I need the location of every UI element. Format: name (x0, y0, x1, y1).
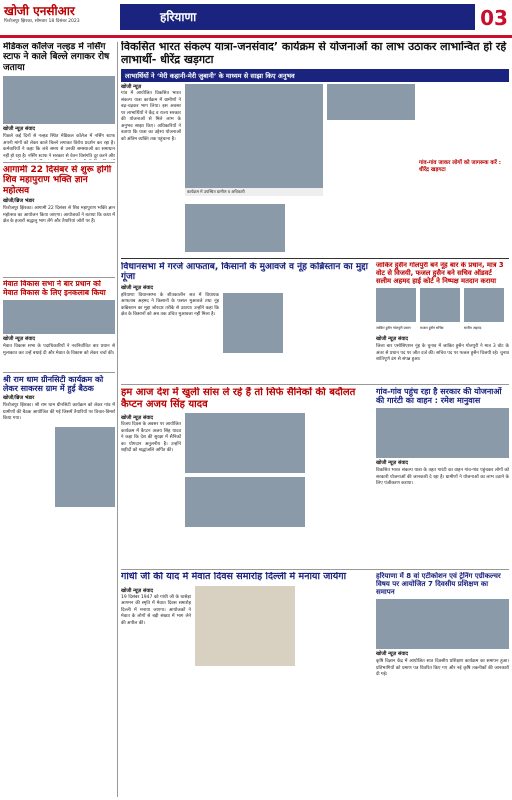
byline: खोजी/ब्रिज भंडार (3, 198, 35, 205)
byline: खोजी न्यूज़ संवाद (121, 587, 154, 594)
photo (3, 76, 115, 124)
headline: हरियाणा में 8 वां एटीकोशन एवं ट्रेनिंग एग्रीकल्चर विषय पर आयोजित 7 दिवसीय प्रशिक्षण का समापन (376, 572, 501, 597)
article-gyan (3, 165, 115, 275)
byline: खोजी न्यूज़ संवाद (121, 284, 154, 291)
section-title: हरियाणा (160, 10, 197, 24)
headline: गांधी जी की याद में मेवात दिवस समारोह दिल्ली में मनाया जायेगा (121, 572, 347, 582)
photo-small (185, 204, 285, 252)
byline: खोजी न्यूज़ संवाद (376, 460, 409, 467)
body-text: कृषि विज्ञान केंद्र में आयोजित सात दिवसीय प्रशिक्षण कार्यक्रम का समापन हुआ। प्रतिभागियों को प्रमाण पत्र वितरित किए गए और नई कृषि तकनीकों की जानकारी दी गई। (376, 659, 509, 678)
divider (121, 384, 509, 385)
body-text: फिरोजपुर झिरका। आगामी 22 दिसंबर से शिव महापुराण भक्ति ज्ञान महोत्सव का आयोजन किया जाएगा। आयोजकों ने बताया कि कथा में क्षेत्र के हजारों श्रद्धालु भाग लेंगे और तैयारियां जोरों पर हैं। (3, 206, 115, 225)
headline: विकसित भारत संकल्प यात्रा-जनसंवाद’ कार्यक्रम से योजनाओं का लाभ उठाकर लाभान्वित हो रहे लाभार्थी- धीरेंद्र खड़गटा (121, 41, 507, 66)
photo-main (185, 84, 323, 188)
date-line: फिरोजपुर झिरका, सोमवार 18 दिसंबर 2023 (4, 19, 80, 24)
photo-small (327, 84, 415, 120)
byline: खोजी न्यूज़ संवाद (3, 126, 36, 133)
article-vidhansabha (121, 262, 373, 382)
masthead (0, 0, 512, 38)
divider (3, 372, 115, 373)
article-gandhi (121, 572, 373, 796)
photo (464, 288, 504, 322)
subhead: लाभार्थियों ने ‘मेरी कहानी-मेरी जुबानी’ के माध्यम से साझा किए अनुभव (121, 69, 509, 82)
photo (3, 300, 115, 334)
photo-secondary (185, 477, 305, 527)
page-number: 03 (478, 2, 510, 34)
body-text: फिरोजपुर झिरका। श्री राम धाम ग्रीनसिटी कार्यक्रम को लेकर गांव में ग्रामीणों की बैठक आयोजित की गई जिसमें तैयारियों पर विचार-विमर्श किया गया। (3, 403, 115, 422)
body-text: पिछले कई दिनों से नल्हड स्थित मेडिकल कॉलेज में नर्सिंग स्टाफ अपनी मांगों को लेकर काले बिल्ले लगाकर विरोध प्रदर्शन कर रहा है। कर्मचारियों ने कहा कि लंबे समय से उनकी समस्याओं का समाधान नहीं हो रहा है। नर्सिंग स्टाफ ने सरकार से वेतन विसंगति दूर करने और (3, 134, 115, 159)
body-text: 19 दिसंबर 1947 को गांधी जी के घासेड़ा आगमन की स्मृति में मेवात दिवस समारोह दिल्ली में मनाया जाएगा। आयोजकों ने मेवात के लोगों से बड़ी संख्या में भाग लेने की अपील की। (121, 594, 191, 626)
body-text: विजय दिवस के अवसर पर आयोजित कार्यक्रम में कैप्टन अजय सिंह यादव ने कहा कि देश की सुरक्षा में सैनिकों का योगदान अतुलनीय है। उन्होंने शहीदों को श्रद्धांजलि अर्पित की। (121, 422, 181, 454)
photo (376, 599, 509, 649)
byline: खोजी न्यूज़ संवाद (376, 336, 409, 343)
inset-heading: गांव-गांव जाकर लोगों को जागरूक करें : धीरेंद्र खड़गटा (419, 160, 502, 173)
photo (223, 293, 283, 353)
section-bar (120, 4, 475, 30)
photo-main (185, 413, 305, 473)
headline: विधानसभा में गरजे आफताब, किसानों के मुआवजे व नूंह कब्रिस्तान का मुद्दा गूंजा (121, 262, 368, 283)
article-yatra (121, 41, 509, 256)
headline: जाकिर हुसैन गोलपुरी बने नूंह बार के प्रधान, मात्र 3 वोट से विजयी, फजल हुसैन बने सचिव ऑडवर्ट सलीम अहमद हाई कोर्ट ने निष्पक्ष मतदान कराया (376, 262, 504, 285)
headline: हम आज देश में खुली सांस ले रहे हैं तो सिर्फ सैनिकों की बदौलत कैप्टन अजय सिंह यादव (121, 387, 356, 410)
article-army (121, 387, 373, 567)
brand-name: खोजी एनसीआर (4, 4, 75, 18)
photo (376, 408, 509, 458)
headline: आगामी 22 दिसंबर से शुरू होगी शिव महापुराण भक्ति ज्ञान महोत्सव (3, 165, 112, 196)
photo (420, 288, 460, 322)
photo (55, 427, 115, 507)
divider (3, 277, 115, 278)
photo-caption: जाकिर हुसैन गोलपुरी प्रधान (376, 326, 411, 331)
body-text: जिला बार एसोसिएशन नूंह के चुनाव में जाकिर हुसैन गोलपुरी ने मात्र 3 वोट के अंतर से प्रधान पद पर जीत दर्ज की। सचिव पद पर फजल हुसैन विजयी रहे। चुनाव शांतिपूर्ण ढंग से संपन्न हुआ। (376, 344, 509, 363)
byline: खोजी/ब्रिज भंडार (3, 395, 35, 402)
headline: श्री राम धाम ग्रीनसिटी कार्यक्रम को लेकर साकरस ग्राम में हुई बैठक (3, 375, 104, 394)
body-text: विकसित भारत संकल्प यात्रा के तहत गारंटी का वाहन गांव-गांव पहुंचकर लोगों को सरकारी योजनाओं की जानकारी दे रहा है। ग्रामीणों ने योजनाओं का लाभ उठाने के लिए पंजीकरण कराया। (376, 468, 509, 487)
article-election (376, 262, 509, 382)
article-medical (3, 42, 115, 160)
article-water (3, 375, 115, 795)
divider (121, 569, 509, 570)
body-text: मेवात विकास सभा के पदाधिकारियों ने नवनिर्वाचित बार प्रधान से मुलाकात कर उन्हें बधाई दी और मेवात के विकास को लेकर चर्चा की। (3, 344, 115, 356)
headline: गांव-गांव पहुंच रहा है सरकार की योजनाओं की गारंटी का वाहन : रमेश मानुवास (376, 387, 502, 406)
photo-gandhi (195, 586, 295, 666)
photo (376, 288, 416, 322)
byline: खोजी न्यूज़ (121, 84, 142, 91)
photo-caption: कार्यक्रम में उपस्थित ग्रामीण व अधिकारी (185, 188, 323, 196)
body-text: हरियाणा विधानसभा के शीतकालीन सत्र में विधायक आफताब अहमद ने किसानों के फसल मुआवजे तथा नूंह कब्रिस्तान का मुद्दा जोरदार तरीके से उठाया। उन्होंने कहा कि क्षेत्र के किसानों को अब तक उचित मुआवजा नहीं मिला है। (121, 292, 219, 318)
photo-caption: सलीम अहमद (464, 326, 482, 331)
column-divider (117, 42, 118, 797)
byline: खोजी न्यूज़ संवाद (121, 415, 154, 421)
article-village (376, 387, 509, 567)
headline: मेवात विकास सभा ने बार प्रधान को मेवात विकास के लिए इनकलाब किया (3, 280, 106, 297)
article-cleanliness (3, 280, 115, 370)
byline: खोजी न्यूज़ संवाद (3, 336, 36, 343)
body-text: गांव में आयोजित विकसित भारत संकल्प यात्रा कार्यक्रम में ग्रामीणों ने बढ़-चढ़कर भाग लिया। इस अवसर पर लाभार्थियों ने केंद्र व राज्य सरकार की योजनाओं से मिले लाभ के अनुभव साझा किए। अधिकारियों ने बताया कि यात्रा का उद्देश्य योजनाओं को अंतिम व्यक्ति तक पहुंचाना है। (121, 91, 181, 142)
byline: खोजी न्यूज़ संवाद (376, 651, 409, 658)
headline: मेडिकल कॉलेज नल्हड में नर्सिंग स्टाफ ने काले बिल्ले लगाकर रोष जताया (3, 42, 110, 73)
divider (3, 162, 115, 163)
article-haryana (376, 572, 509, 796)
photo-caption: फजल हुसैन सचिव (420, 326, 444, 331)
divider (121, 258, 509, 259)
